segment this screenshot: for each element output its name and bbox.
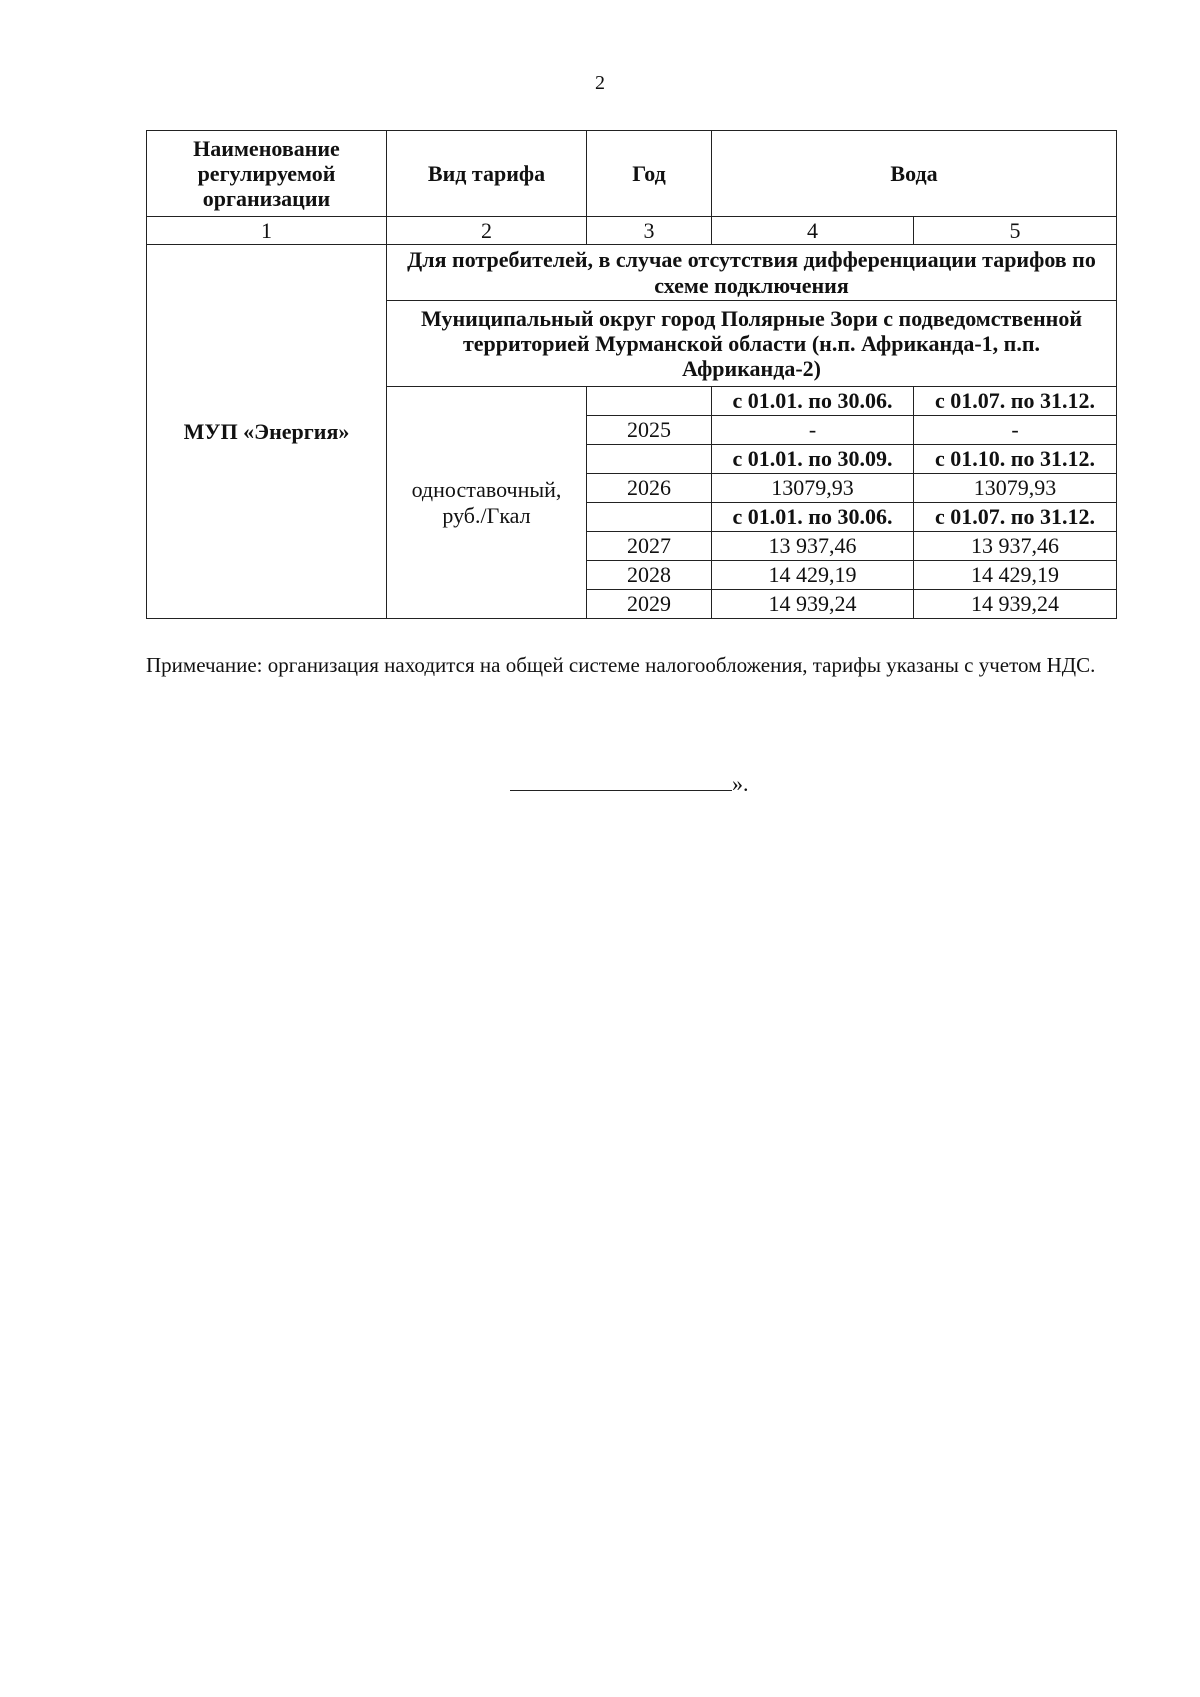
tariff-table	[146, 130, 1117, 619]
col-number-2: 2	[387, 217, 587, 245]
table-row-year	[587, 445, 712, 474]
table-row-year: 2027	[587, 532, 712, 561]
period-first-half: с 01.01. по 30.06.	[712, 503, 914, 532]
tariff-value: 13079,93	[914, 474, 1117, 503]
signature-line	[510, 770, 732, 791]
period-second-part: с 01.10. по 31.12.	[914, 445, 1117, 474]
tariff-value: -	[712, 416, 914, 445]
table-row-year: 2029	[587, 590, 712, 619]
col-number-5: 5	[914, 217, 1117, 245]
tariff-value: 13 937,46	[914, 532, 1117, 561]
col-number-4: 4	[712, 217, 914, 245]
period-second-half: с 01.07. по 31.12.	[914, 387, 1117, 416]
closing-quote: ».	[732, 771, 749, 796]
page-number: 2	[595, 72, 605, 94]
header-water: Вода	[712, 131, 1117, 217]
table-row-year	[587, 387, 712, 416]
table-row-year: 2028	[587, 561, 712, 590]
note-text: Примечание: организация находится на общей системе налогообложения, тарифы указаны с учетом НДС.	[146, 653, 1096, 677]
tariff-value: 14 429,19	[914, 561, 1117, 590]
col-number-3: 3	[587, 217, 712, 245]
tariff-value: 13079,93	[712, 474, 914, 503]
closing-mark	[510, 770, 749, 797]
tariff-value: 13 937,46	[712, 532, 914, 561]
period-first-half: с 01.01. по 30.06.	[712, 387, 914, 416]
period-second-half: с 01.07. по 31.12.	[914, 503, 1117, 532]
header-tariff-type: Вид тарифа	[387, 131, 587, 217]
header-year: Год	[587, 131, 712, 217]
table-row-year	[587, 503, 712, 532]
tariff-kind-cell: одноставочный, руб./Гкал	[387, 387, 587, 619]
table-row-year: 2025	[587, 416, 712, 445]
tariff-value: -	[914, 416, 1117, 445]
org-name-cell: МУП «Энергия»	[147, 245, 387, 619]
header-org: Наименование регулируемой организации	[147, 131, 387, 217]
tariff-value: 14 429,19	[712, 561, 914, 590]
period-first-part: с 01.01. по 30.09.	[712, 445, 914, 474]
table-row-year: 2026	[587, 474, 712, 503]
tariff-value: 14 939,24	[914, 590, 1117, 619]
col-number-1: 1	[147, 217, 387, 245]
tariff-value: 14 939,24	[712, 590, 914, 619]
territory-title: Муниципальный округ город Полярные Зори с подведомственной территорией Мурманской области (н.п. Африканда-1, п.п. Африканда-2)	[387, 301, 1117, 387]
section-title: Для потребителей, в случае отсутствия дифференциации тарифов по схеме подключения	[387, 245, 1117, 301]
